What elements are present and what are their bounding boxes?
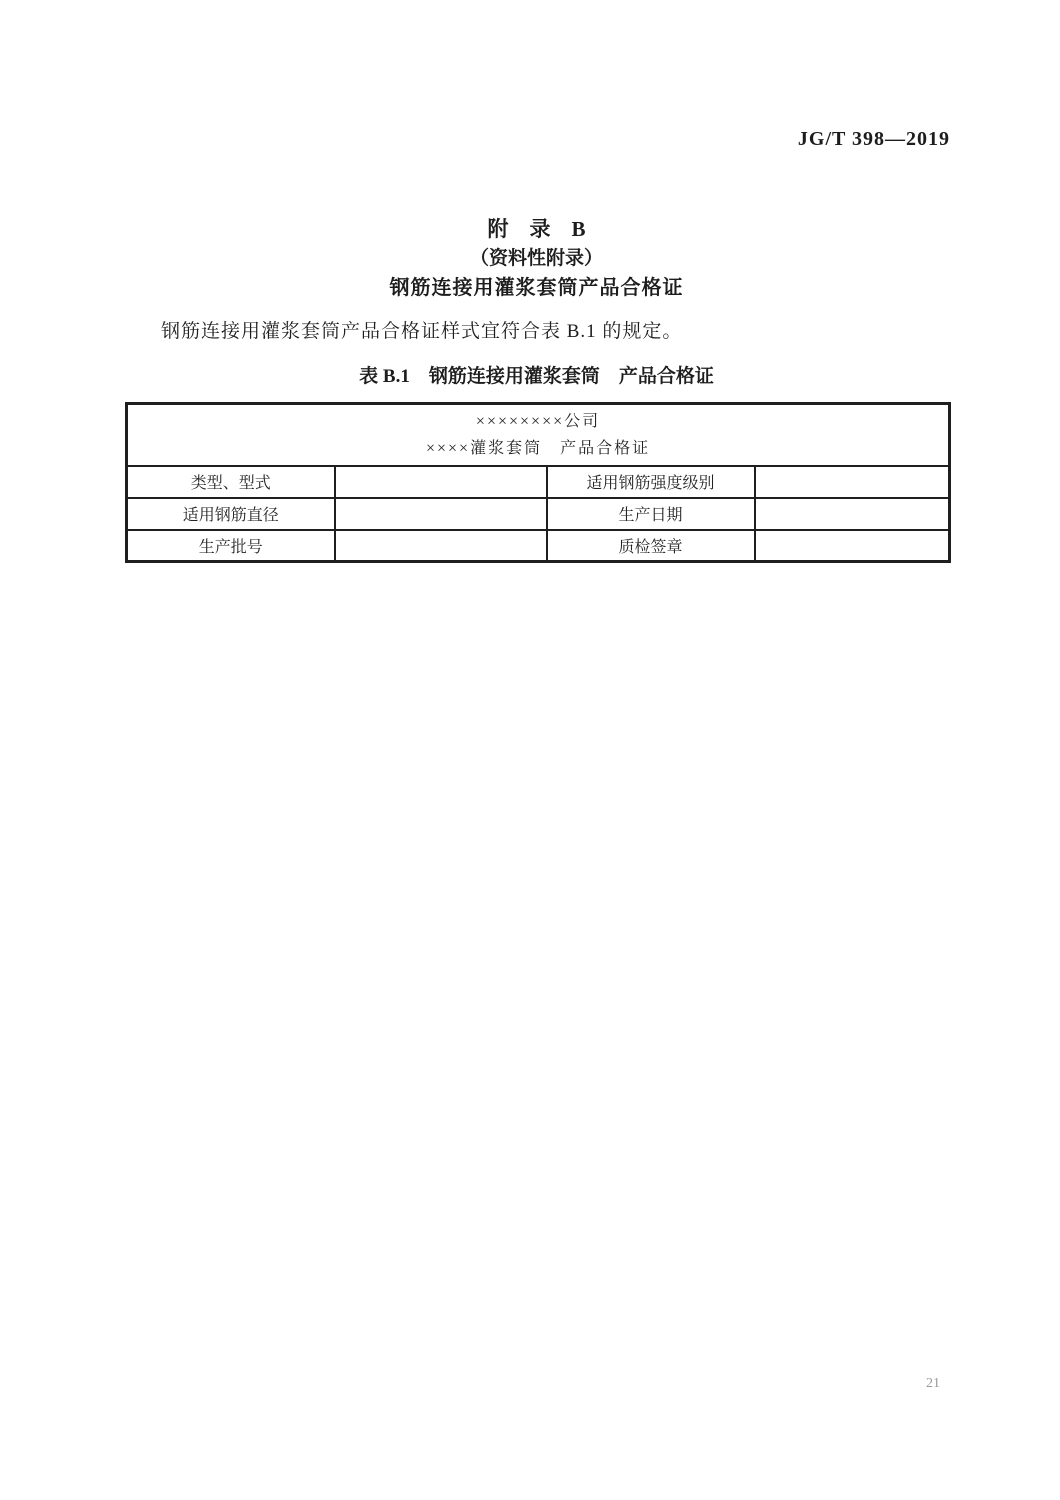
row-value-cell: [335, 530, 547, 562]
row-label: 类型、型式: [127, 466, 335, 498]
table-caption: 表 B.1 钢筋连接用灌浆套筒 产品合格证: [359, 366, 714, 387]
standard-number: JG/T 398—2019: [797, 128, 950, 150]
page-number: 21: [926, 1376, 940, 1391]
appendix-title: 附 录 B: [487, 217, 586, 241]
certificate-table: [125, 402, 951, 563]
row-label: 适用钢筋直径: [127, 498, 335, 530]
row-value-cell: [335, 466, 547, 498]
appendix-type-note: （资料性附录）: [469, 248, 603, 269]
table-header-row: [127, 404, 950, 466]
row-label: 生产日期: [547, 498, 755, 530]
row-value-cell: [755, 498, 950, 530]
table-row: [127, 530, 950, 562]
table-row: [127, 466, 950, 498]
row-label: 生产批号: [127, 530, 335, 562]
appendix-subject: 钢筋连接用灌浆套筒产品合格证: [389, 277, 684, 299]
company-header-cell: [127, 404, 950, 466]
table-row: [127, 498, 950, 530]
row-value-cell: [755, 466, 950, 498]
body-paragraph: 钢筋连接用灌浆套筒产品合格证样式宜符合表 B.1 的规定。: [161, 321, 683, 342]
certificate-title-line: ××××灌浆套筒 产品合格证: [425, 439, 651, 457]
row-value-cell: [755, 530, 950, 562]
row-label: 质检签章: [547, 530, 755, 562]
row-label: 适用钢筋强度级别: [547, 466, 755, 498]
row-value-cell: [335, 498, 547, 530]
company-name-line: ××××××××公司: [475, 412, 601, 430]
